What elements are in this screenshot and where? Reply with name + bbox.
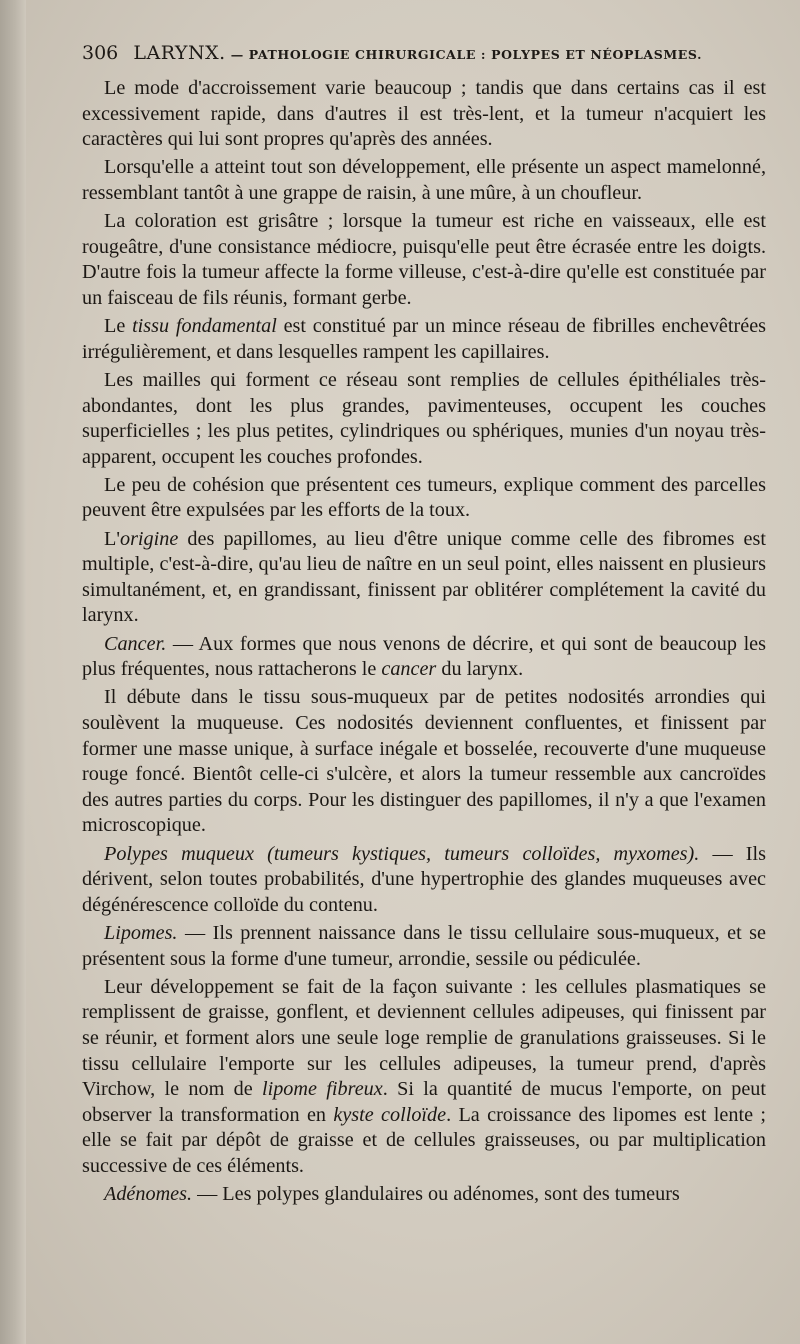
page-body — [82, 76, 766, 1208]
term-kyste-colloide: kyste colloïde — [333, 1103, 447, 1126]
paragraph-lipome-development: Leur développement se fait de la façon suivante : les cellules plasmatiques se remplissent de graisse, gonflent, et deviennent cellules adipeuses, qui finissent par se réunir, et forment alors une seule loge remplie de granulations graisseuses. Si le tissu cellulaire l'emporte sur les cellules adipeuses, la tumeur prend, d'après Virchow, le nom de lipome fibreux. Si la quantité de mucus l'emporte, on peut observer la transformation en kyste colloïde. La croissance des lipomes est lente ; elle se fait par dépôt de graisse et de cellules graisseuses, ou par multiplication successive de ces éléments. — [82, 975, 766, 1177]
paragraph-cohesion: Le peu de cohésion que présentent ces tumeurs, explique comment des parcelles peuvent être expulsées par les efforts de la toux. — [82, 473, 766, 522]
paragraph-coloration: La coloration est grisâtre ; lorsque la tumeur est riche en vaisseaux, elle est rougeâtre, d'une consistance médiocre, puisqu'elle peut être écrasée entre les doigts. D'autre fois la tumeur affecte la forme villeuse, c'est-à-dire qu'elle est constituée par un faisceau de fils réunis, formant gerbe. — [82, 210, 766, 309]
paragraph-meshes: Les mailles qui forment ce réseau sont remplies de cellules épithéliales très-abondantes, dont les plus grandes, pavimenteuses, occupent les couches superficielles ; les plus petites, cylindriques ou sphériques, munies d'un noyau très-apparent, occupent les couches profondes. — [82, 368, 766, 468]
paragraph-growth: Le mode d'accroissement varie beaucoup ; tandis que dans certains cas il est excessivement rapide, dans d'autres il est très-lent, et la tumeur n'acquiert les caractères qui lui sont propres qu'après des années. — [82, 77, 766, 151]
binding-gutter — [0, 0, 26, 1344]
running-title: LARYNX. — [133, 42, 226, 64]
heading-adenomes: Adénomes. — [104, 1183, 193, 1206]
paragraph-lipomes: Lipomes. — Ils prennent naissance dans le tissu cellulaire sous-muqueux, et se présentent sous la forme d'une tumeur, arrondie, sessile ou pédiculée. — [82, 921, 766, 970]
term-tissu-fondamental: tissu fondamental — [132, 315, 277, 338]
heading-cancer: Cancer. — [104, 632, 167, 655]
paragraph-appearance: Lorsqu'elle a atteint tout son développement, elle présente un aspect mamelonné, ressemblant tantôt à une grappe de raisin, à une mûre, à un choufleur. — [82, 156, 766, 204]
heading-polypes-muqueux: Polypes muqueux (tumeurs kystiques, tumeurs colloïdes, myxomes). — [104, 842, 700, 865]
term-cancer: cancer — [381, 658, 437, 681]
paragraph-tissue: Le tissu fondamental est constitué par un mince réseau de fibrilles enchevêtrées irrégulièrement, et dans lesquelles rampent les capillaires. — [82, 315, 767, 363]
paragraph-adenomes: Adénomes. — Les polypes glandulaires ou adénomes, sont des tumeurs — [104, 1183, 680, 1206]
term-origine: origine — [119, 527, 179, 550]
paragraph-cancer-development: Il débute dans le tissu sous-muqueux par de petites nodosités arrondies qui soulèvent la muqueuse. Ces nodosités deviennent confluentes, et finissent par former une masse unique, à surface inégale et bosselée, recouverte d'une muqueuse rouge foncé. Bientôt celle-ci s'ulcère, et alors la tumeur ressemble aux cancroïdes des autres parties du corps. Pour les distinguer des papillomes, il n'y a que l'examen microscopique. — [82, 686, 766, 837]
paragraph-origin: L'origine des papillomes, au lieu d'être unique comme celle des fibromes est multiple, c'est-à-dire, qu'au lieu de naître en un seul point, elles naissent en plusieurs simultanément, et, en grandissant, finissent par oblitérer complétement la cavité du larynx. — [82, 527, 766, 627]
term-lipome-fibreux: lipome fibreux — [262, 1078, 383, 1101]
running-header — [82, 42, 772, 70]
heading-lipomes: Lipomes. — [104, 921, 178, 944]
page-number: 306 — [82, 42, 119, 64]
paragraph-polypes-muqueux: Polypes muqueux (tumeurs kystiques, tumeurs colloïdes, myxomes). — Ils dérivent, selon toutes probabilités, d'une hypertrophie des glandes muqueuses avec dégénérescence colloïde du contenu. — [82, 842, 766, 916]
section-title: — PATHOLOGIE CHIRURGICALE : POLYPES ET NÉOPLASMES. — [230, 47, 703, 62]
paragraph-cancer: Cancer. — Aux formes que nous venons de décrire, et qui sont de beaucoup les plus fréquentes, nous rattacherons le cancer du larynx. — [82, 632, 766, 681]
